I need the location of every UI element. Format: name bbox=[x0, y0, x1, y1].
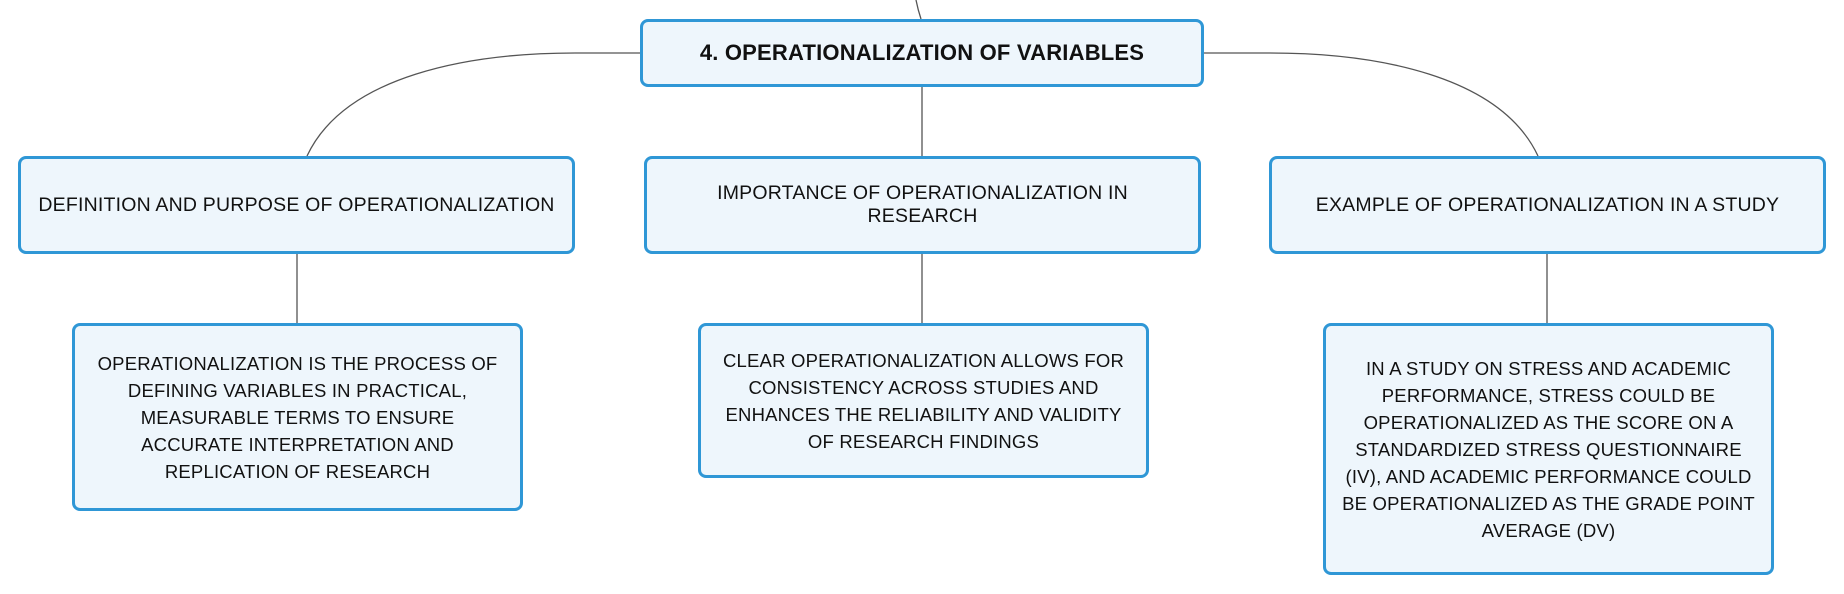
branch-node-importance[interactable] bbox=[644, 156, 1201, 254]
connector-root-to-branch-1 bbox=[307, 53, 640, 156]
detail-node-definition[interactable] bbox=[72, 323, 523, 511]
branch-node-example[interactable] bbox=[1269, 156, 1826, 254]
branch-label: IMPORTANCE OF OPERATIONALIZATION IN RESEARCH bbox=[717, 182, 1128, 227]
detail-text: OPERATIONALIZATION IS THE PROCESS OF DEFINING VARIABLES IN PRACTICAL, MEASURABLE TERMS TO ENSURE ACCURATE INTERPRETATION AND REPLICATION OF RESEARCH bbox=[97, 352, 498, 482]
connector-parent-to-root bbox=[916, 0, 921, 19]
detail-node-importance[interactable] bbox=[698, 323, 1149, 478]
detail-text: IN A STUDY ON STRESS AND ACADEMIC PERFORMANCE, STRESS COULD BE OPERATIONALIZED AS THE SCORE ON A STANDARDIZED STRESS QUESTIONNAIRE (IV), AND ACADEMIC PERFORMANCE COULD BE OPERATIONALIZED AS THE GRADE POINT AVERAGE (DV) bbox=[1342, 357, 1755, 541]
connector-root-to-branch-3 bbox=[1204, 53, 1538, 156]
root-topic-label: 4. OPERATIONALIZATION OF VARIABLES bbox=[699, 40, 1145, 65]
detail-node-example[interactable] bbox=[1323, 323, 1774, 575]
detail-text: CLEAR OPERATIONALIZATION ALLOWS FOR CONSISTENCY ACROSS STUDIES AND ENHANCES THE RELIABILITY AND VALIDITY OF RESEARCH FINDINGS bbox=[722, 349, 1125, 452]
root-topic-node[interactable] bbox=[640, 19, 1204, 87]
branch-node-definition[interactable] bbox=[18, 156, 575, 254]
branch-label: EXAMPLE OF OPERATIONALIZATION IN A STUDY bbox=[1315, 193, 1780, 216]
branch-label: DEFINITION AND PURPOSE OF OPERATIONALIZATION bbox=[38, 193, 555, 216]
